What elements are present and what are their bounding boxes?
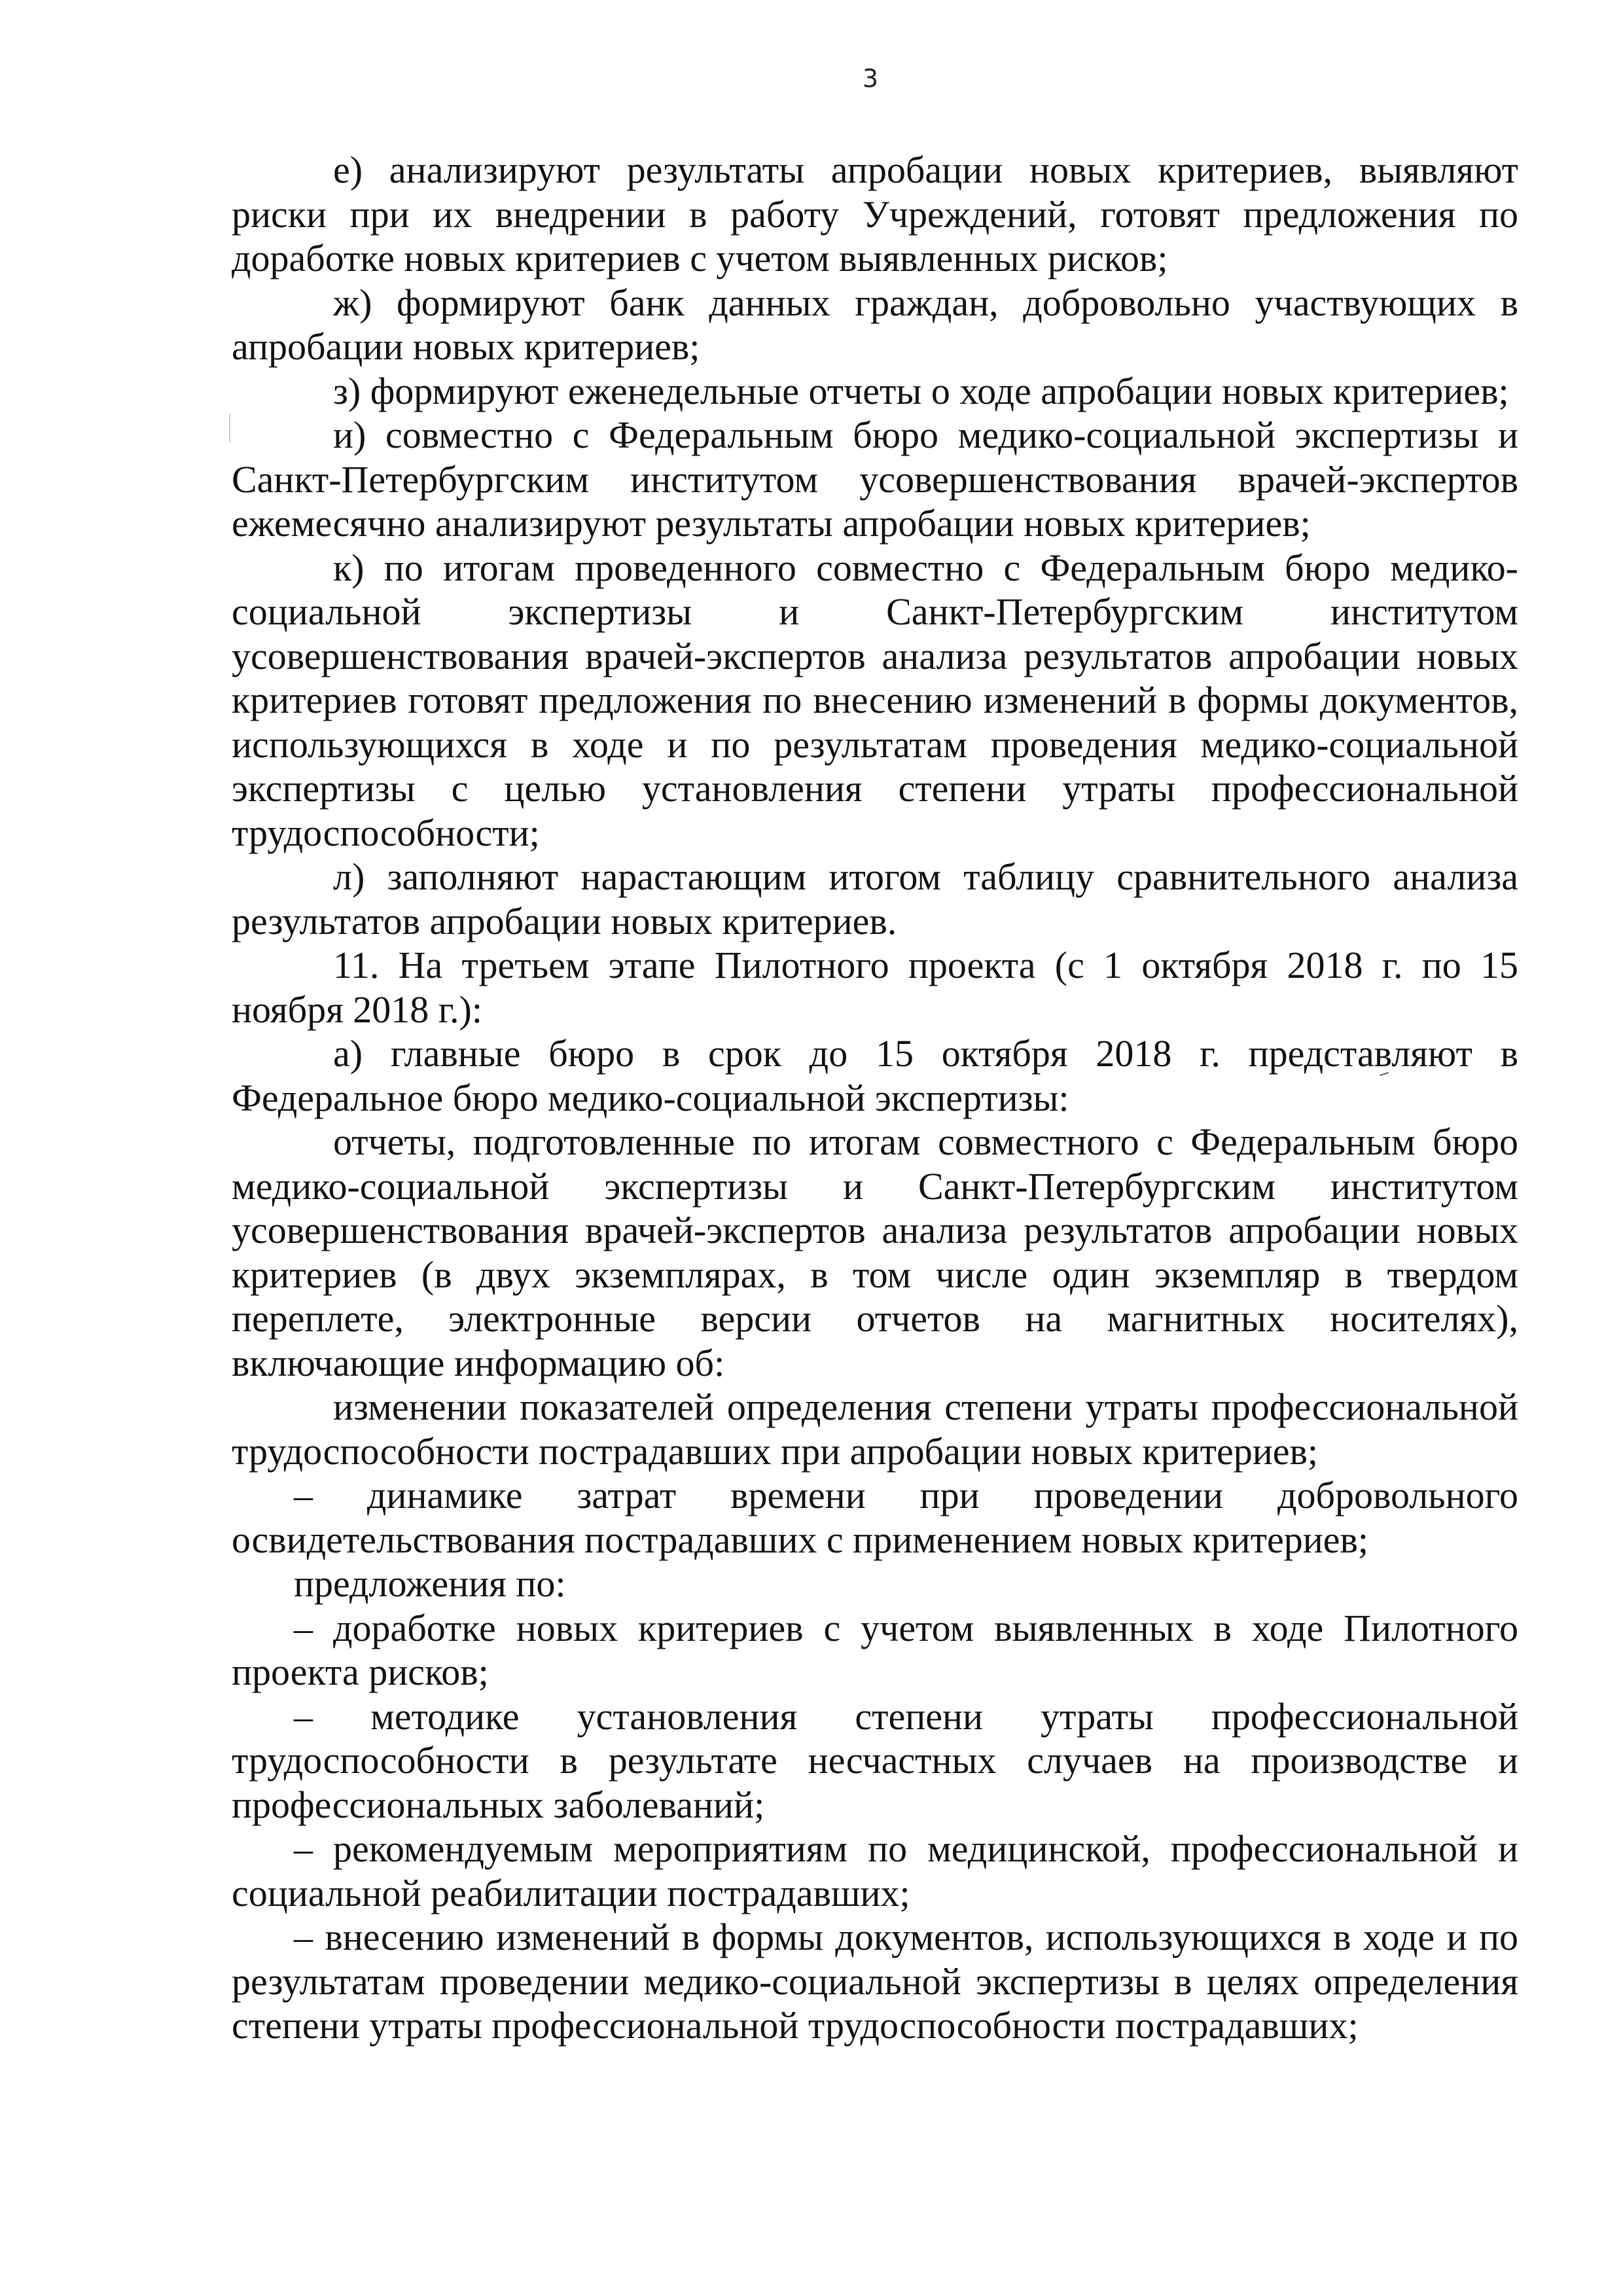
paragraph-l: л) заполняют нарастающим итогом таблицу сравнительного анализа результатов апробации новых критериев. <box>232 855 1518 942</box>
scan-artifact <box>229 414 230 442</box>
list-item-rehabilitation: – рекомендуемым мероприятиям по медицинской, профессиональной и социальной реабилитации пострадавших; <box>232 1827 1518 1914</box>
paragraph-zh: ж) формируют банк данных граждан, добровольно участвующих в апробации новых критериев; <box>232 281 1518 368</box>
list-item-dynamics: – динамике затрат времени при проведении добровольного освидетельствования пострадавших с применением новых критериев; <box>232 1474 1518 1561</box>
paragraph-changes: изменении показателей определения степени утраты профессиональной трудоспособности пострадавших при апробации новых критериев; <box>232 1386 1518 1473</box>
document-body <box>232 148 1518 2048</box>
list-item-methodology: – методике установления степени утраты профессиональной трудоспособности в результате несчастных случаев на производстве и профессиональных заболеваний; <box>232 1695 1518 1826</box>
paragraph-11: 11. На третьем этапе Пилотного проекта (с 1 октября 2018 г. по 15 ноября 2018 г.): <box>232 944 1518 1031</box>
page-number: 3 <box>862 64 879 93</box>
paragraph-proposals: предложения по: <box>294 1562 566 1605</box>
paragraph-z: з) формируют еженедельные отчеты о ходе апробации новых критериев; <box>333 369 1509 412</box>
paragraph-reports: отчеты, подготовленные по итогам совместного с Федеральным бюро медико-социальной экспертизы и Санкт-Петербургским институтом усовершенствования врачей-экспертов анализа результатов апробации новых критериев (в двух экземплярах, в том числе один экземпляр в твердом переплете, электронные версии отчетов на магнитных носителях), включающие информацию об: <box>232 1121 1518 1384</box>
list-item-form-changes: – внесению изменений в формы документов, использующихся в ходе и по результатам проведении медико-социальной экспертизы в целях определения степени утраты профессиональной трудоспособности пострадавших; <box>232 1916 1518 2047</box>
paragraph-e: е) анализируют результаты апробации новых критериев, выявляют риски при их внедрении в работу Учреждений, готовят предложения по доработке новых критериев с учетом выявленных рисков; <box>232 149 1518 279</box>
paragraph-k: к) по итогам проведенного совместно с Федеральным бюро медико-социальной экспертизы и Санкт-Петербургским институтом усовершенствования врачей-экспертов анализа результатов апробации новых критериев готовят предложения по внесению изменений в формы документов, использующихся в ходе и по результатам проведения медико-социальной экспертизы с целью установления степени утраты профессиональной трудоспособности; <box>232 546 1518 854</box>
paragraph-a: а) главные бюро в срок до 15 октября 2018 г. представляют в Федеральное бюро медико-социальной экспертизы: <box>232 1032 1518 1119</box>
paragraph-i: и) совместно с Федеральным бюро медико-социальной экспертизы и Санкт-Петербургским институтом усовершенствования врачей-экспертов ежемесячно анализируют результаты апробации новых критериев; <box>232 414 1518 545</box>
list-item-refinement: – доработке новых критериев с учетом выявленных в ходе Пилотного проекта рисков; <box>232 1606 1518 1693</box>
